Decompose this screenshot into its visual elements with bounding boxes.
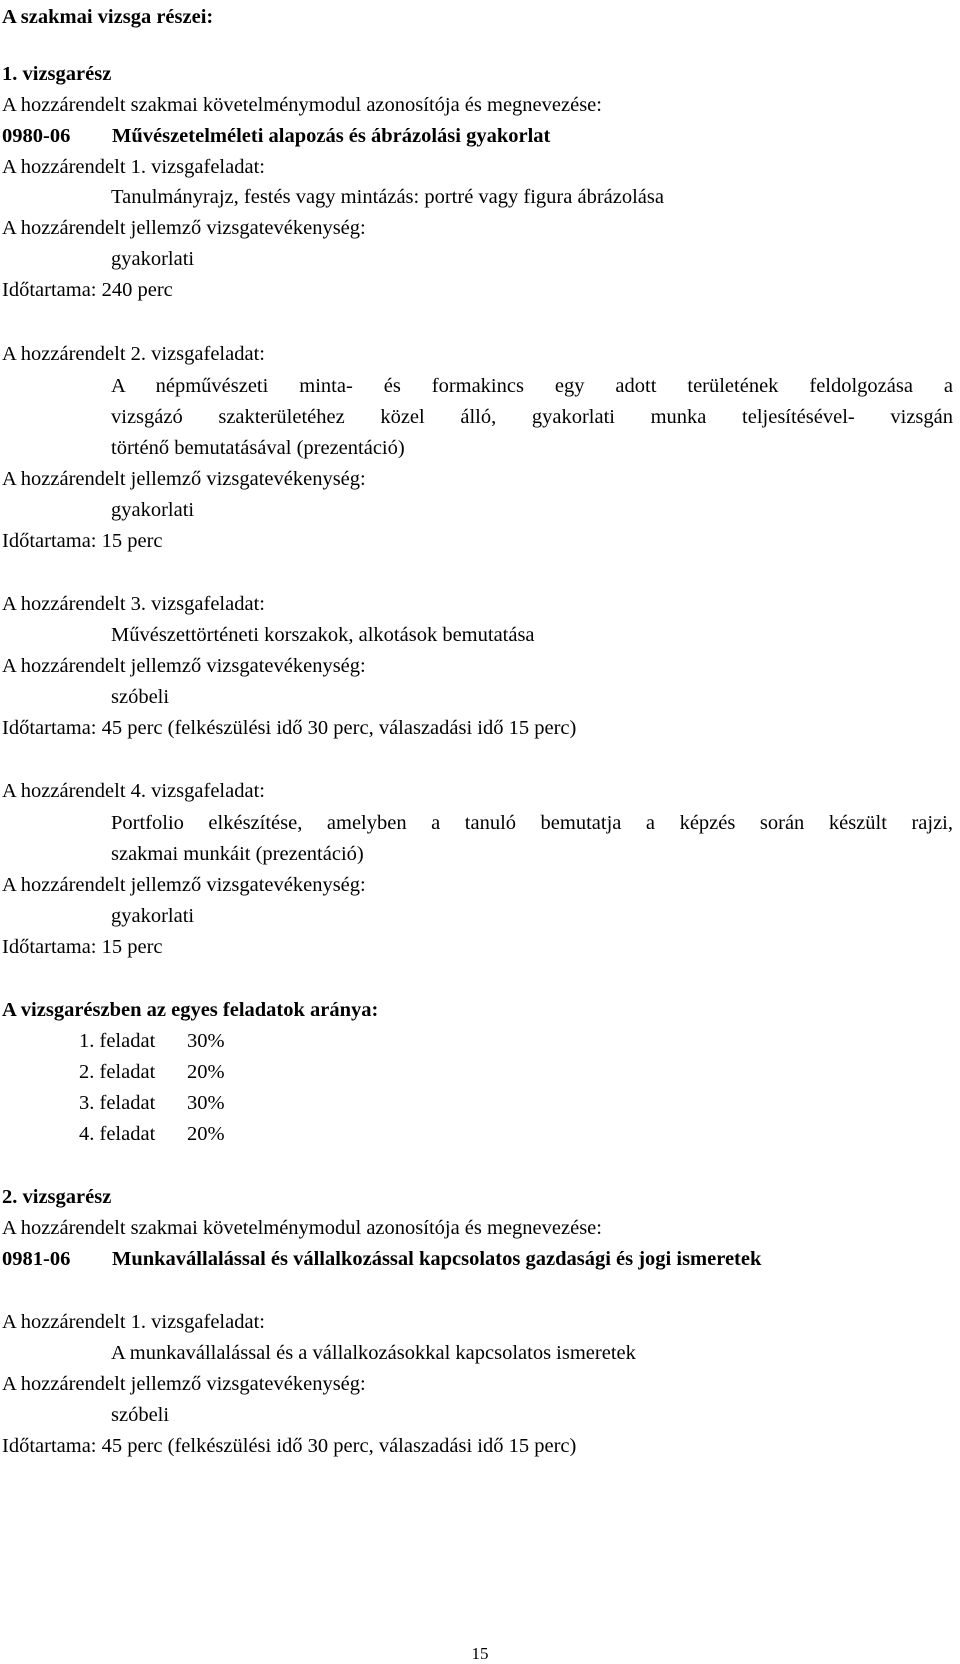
part1-task4-label: A hozzárendelt 4. vizsgafeladat:	[2, 780, 265, 802]
ratio-percent: 30%	[187, 1030, 225, 1052]
part2-task1-duration	[2, 1434, 576, 1458]
part1-task2-description-line1: A népművészeti minta- és formakincs egy adott területének feldolgozása a	[111, 375, 953, 397]
part2-task1-label: A hozzárendelt 1. vizsgafeladat:	[2, 1311, 265, 1333]
duration-label: Időtartama:	[2, 279, 97, 301]
ratio-percent: 20%	[187, 1061, 225, 1083]
part2-task1-activity: szóbeli	[111, 1404, 170, 1426]
duration-value: 45 perc (felkészülési idő 30 perc, válaszadási idő 15 perc)	[101, 1435, 577, 1457]
part2-task1-activity-label: A hozzárendelt jellemző vizsgatevékenység:	[2, 1373, 366, 1395]
ratio-row	[79, 1029, 225, 1053]
part1-task1-description: Tanulmányrajz, festés vagy mintázás: portré vagy figura ábrázolása	[111, 186, 664, 208]
part1-task1-activity: gyakorlati	[111, 248, 195, 270]
part1-title: 1. vizsgarész	[2, 63, 112, 85]
part1-task2-duration	[2, 529, 163, 553]
ratio-task: 2. feladat	[79, 1061, 156, 1083]
part1-module-name: Művészetelméleti alapozás és ábrázolási gyakorlat	[112, 125, 551, 147]
ratio-row	[79, 1060, 225, 1084]
part1-task4-activity: gyakorlati	[111, 905, 195, 927]
part1-task4-activity-label: A hozzárendelt jellemző vizsgatevékenység:	[2, 874, 366, 896]
ratio-task: 4. feladat	[79, 1123, 156, 1145]
ratio-row	[79, 1122, 225, 1146]
duration-value: 45 perc (felkészülési idő 30 perc, válaszadási idő 15 perc)	[101, 717, 577, 739]
duration-value: 240 perc	[101, 279, 173, 301]
part1-task2-activity-label: A hozzárendelt jellemző vizsgatevékenység:	[2, 468, 366, 490]
part1-task1-duration	[2, 278, 173, 302]
part1-task2-activity: gyakorlati	[111, 499, 195, 521]
page-number: 15	[471, 1644, 489, 1663]
part1-task2-label: A hozzárendelt 2. vizsgafeladat:	[2, 343, 265, 365]
part2-module-code: 0981-06	[2, 1248, 71, 1270]
section-heading: A szakmai vizsga részei:	[2, 6, 214, 28]
part2-task1-description: A munkavállalással és a vállalkozásokkal kapcsolatos ismeretek	[111, 1342, 636, 1364]
part1-task3-description: Művészettörténeti korszakok, alkotások bemutatása	[111, 624, 535, 646]
part1-module	[2, 124, 550, 148]
duration-value: 15 perc	[101, 530, 163, 552]
duration-label: Időtartama:	[2, 530, 97, 552]
part1-module-label: A hozzárendelt szakmai követelménymodul azonosítója és megnevezése:	[2, 94, 602, 116]
part1-task4-description-line1: Portfolio elkészítése, amelyben a tanuló bemutatja a képzés során készült rajzi,	[111, 812, 953, 834]
part1-task3-label: A hozzárendelt 3. vizsgafeladat:	[2, 593, 265, 615]
ratio-percent: 30%	[187, 1092, 225, 1114]
part2-module	[2, 1247, 761, 1271]
ratio-row	[79, 1091, 225, 1115]
ratio-task: 3. feladat	[79, 1092, 156, 1114]
part2-title: 2. vizsgarész	[2, 1186, 112, 1208]
part1-task3-activity: szóbeli	[111, 686, 170, 708]
part1-task4-duration	[2, 935, 163, 959]
duration-label: Időtartama:	[2, 936, 97, 958]
duration-value: 15 perc	[101, 936, 163, 958]
part1-module-code: 0980-06	[2, 125, 71, 147]
ratio-percent: 20%	[187, 1123, 225, 1145]
duration-label: Időtartama:	[2, 1435, 97, 1457]
part1-task3-duration	[2, 716, 576, 740]
part1-task2-description-line2: vizsgázó szakterületéhez közel álló, gyakorlati munka teljesítésével- vizsgán	[111, 406, 953, 428]
part2-module-label: A hozzárendelt szakmai követelménymodul azonosítója és megnevezése:	[2, 1217, 602, 1239]
ratio-title: A vizsgarészben az egyes feladatok aránya:	[2, 999, 379, 1021]
part1-task1-activity-label: A hozzárendelt jellemző vizsgatevékenység:	[2, 217, 366, 239]
part1-task1-label: A hozzárendelt 1. vizsgafeladat:	[2, 156, 265, 178]
part1-task4-description-line2: szakmai munkáit (prezentáció)	[111, 843, 364, 865]
duration-label: Időtartama:	[2, 717, 97, 739]
ratio-task: 1. feladat	[79, 1030, 156, 1052]
part1-task3-activity-label: A hozzárendelt jellemző vizsgatevékenység:	[2, 655, 366, 677]
part1-task2-description-line3: történő bemutatásával (prezentáció)	[111, 437, 405, 459]
part2-module-name: Munkavállalással és vállalkozással kapcsolatos gazdasági és jogi ismeretek	[112, 1248, 762, 1270]
